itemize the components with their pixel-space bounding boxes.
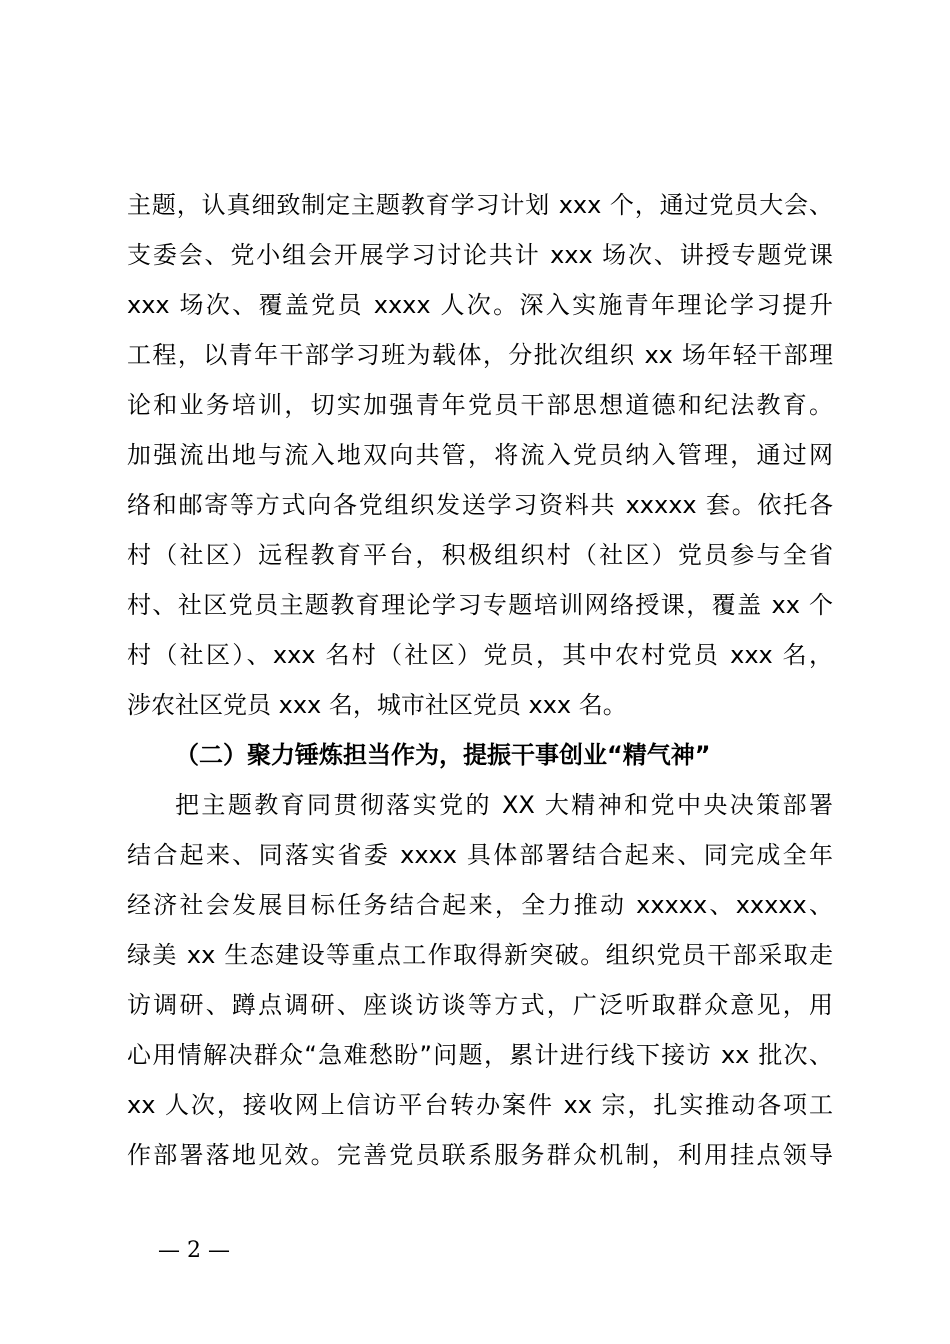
paragraph-line: 经济社会发展目标任务结合起来，全力推动 xxxxx、xxxxx、 bbox=[127, 891, 833, 919]
paragraph-line: 加强流出地与流入地双向共管，将流入党员纳入管理，通过网 bbox=[127, 441, 833, 469]
document-body bbox=[127, 180, 833, 1180]
paragraph-line: 支委会、党小组会开展学习讨论共计 xxx 场次、讲授专题党课 bbox=[127, 241, 833, 269]
paragraph-line: 结合起来、同落实省委 xxxx 具体部署结合起来、同完成全年 bbox=[127, 841, 833, 869]
paragraph-line: 作部署落地见效。完善党员联系服务群众机制，利用挂点领导 bbox=[127, 1141, 833, 1169]
paragraph-line: 把主题教育同贯彻落实党的 XX 大精神和党中央决策部署 bbox=[175, 791, 833, 819]
paragraph-line: 绿美 xx 生态建设等重点工作取得新突破。组织党员干部采取走 bbox=[127, 941, 833, 969]
section-heading: （二）聚力锤炼担当作为，提振干事创业“精气神” bbox=[175, 741, 711, 769]
paragraph-line: 村（社区）远程教育平台，积极组织村（社区）党员参与全省 bbox=[127, 541, 833, 569]
paragraph-line: 工程，以青年干部学习班为载体，分批次组织 xx 场年轻干部理 bbox=[127, 341, 833, 369]
paragraph-line: 涉农社区党员 xxx 名，城市社区党员 xxx 名。 bbox=[127, 691, 627, 719]
paragraph-line: 心用情解决群众“急难愁盼”问题，累计进行线下接访 xx 批次、 bbox=[127, 1041, 833, 1069]
paragraph-line: 络和邮寄等方式向各党组织发送学习资料共 xxxxx 套。依托各 bbox=[127, 491, 833, 519]
paragraph-line: 论和业务培训，切实加强青年党员干部思想道德和纪法教育。 bbox=[127, 391, 833, 419]
paragraph-line: xx 人次，接收网上信访平台转办案件 xx 宗，扎实推动各项工 bbox=[127, 1091, 833, 1119]
page-number: — 2 — bbox=[158, 1238, 230, 1263]
paragraph-line: 村（社区）、xxx 名村（社区）党员，其中农村党员 xxx 名， bbox=[127, 641, 833, 669]
paragraph-line: 访调研、蹲点调研、座谈访谈等方式，广泛听取群众意见，用 bbox=[127, 991, 833, 1019]
paragraph-line: 主题，认真细致制定主题教育学习计划 xxx 个，通过党员大会、 bbox=[127, 191, 833, 219]
paragraph-line: 村、社区党员主题教育理论学习专题培训网络授课，覆盖 xx 个 bbox=[127, 591, 833, 619]
paragraph-line: xxx 场次、覆盖党员 xxxx 人次。深入实施青年理论学习提升 bbox=[127, 291, 833, 319]
